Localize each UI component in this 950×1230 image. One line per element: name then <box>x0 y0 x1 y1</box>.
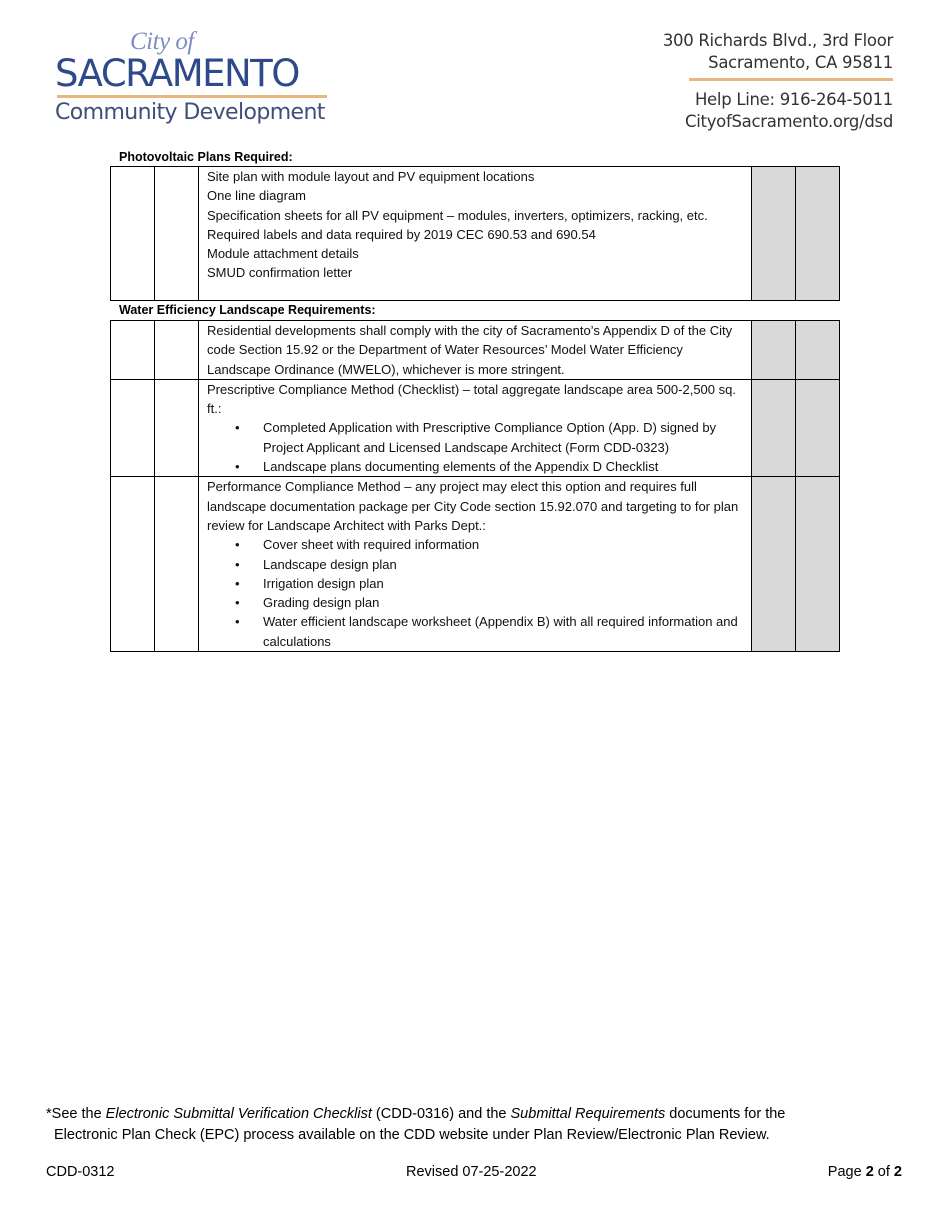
logo-city-of: City of <box>130 28 194 55</box>
page-number <box>828 1164 902 1180</box>
table-row <box>111 477 840 652</box>
revised-date: Revised 07-25-2022 <box>406 1164 537 1180</box>
list-item: SMUD confirmation letter <box>207 265 353 281</box>
checkbox-cell[interactable] <box>111 167 155 301</box>
city-logo <box>55 28 345 138</box>
checkbox-cell[interactable] <box>155 167 199 301</box>
footnote-line-2: Electronic Plan Check (EPC) process available on the CDD website under Plan Review/Electronic Plan Review. <box>54 1126 770 1143</box>
logo-divider <box>57 95 327 98</box>
form-number: CDD-0312 <box>46 1164 115 1180</box>
photovoltaic-table <box>110 166 840 301</box>
list-item: • Grading design plan <box>263 593 741 612</box>
checkbox-cell[interactable] <box>111 477 155 652</box>
page-total: 2 <box>893 1164 902 1180</box>
list-item: • Irrigation design plan <box>263 574 741 593</box>
address-line-2: Sacramento, CA 95811 <box>708 53 893 72</box>
requirement-text: Residential developments shall comply with the city of Sacramento’s Appendix D of the City code Section 15.92 or the Department of Water Resources’ Model Water Efficiency Landscape Ordinance (MWELO), whichever is more stringent. <box>199 321 752 380</box>
list-item: Specification sheets for all PV equipment – modules, inverters, optimizers, racking, etc. <box>207 207 708 223</box>
checkbox-cell[interactable] <box>155 379 199 476</box>
staff-check-cell <box>752 379 796 476</box>
page-label: Page <box>827 1164 866 1180</box>
requirement-heading: Prescriptive Compliance Method (Checklist) – total aggregate landscape area 500-2,500 sq. ft.: <box>207 381 736 417</box>
list-item: • Water efficient landscape worksheet (Appendix B) with all required information and calculations <box>263 612 741 651</box>
bullet-list <box>207 535 741 651</box>
page-of: of <box>873 1164 894 1180</box>
staff-check-cell <box>796 167 840 301</box>
requirement-text <box>199 477 752 652</box>
list-item: • Completed Application with Prescriptive Compliance Option (App. D) signed by Project Applicant and Licensed Landscape Architect (Form CDD-0323) <box>263 418 741 457</box>
staff-check-cell <box>796 321 840 380</box>
logo-city-name: SACRAMENTO <box>55 52 299 95</box>
list-item: Module attachment details <box>207 246 359 262</box>
checkbox-cell[interactable] <box>111 379 155 476</box>
help-line: Help Line: 916-264-5011 <box>694 90 893 109</box>
checkbox-cell[interactable] <box>111 321 155 380</box>
table-row <box>111 167 840 301</box>
page-current: 2 <box>865 1164 874 1180</box>
list-item: Site plan with module layout and PV equipment locations <box>207 169 535 184</box>
logo-department: Community Development <box>55 100 325 125</box>
list-item: Required labels and data required by 2019 CEC 690.53 and 690.54 <box>207 226 596 242</box>
requirement-heading: Performance Compliance Method – any project may elect this option and requires full landscape documentation package per City Code section 15.92.070 and targeting to for plan review for Landscape Architect with Parks Dept.: <box>207 479 739 533</box>
staff-check-cell <box>796 477 840 652</box>
footnote-suffix: documents for the <box>665 1106 786 1122</box>
list-item: • Landscape design plan <box>263 555 741 574</box>
requirement-text <box>199 167 752 301</box>
address-line-1: 300 Richards Blvd., 3rd Floor <box>662 31 893 50</box>
staff-check-cell <box>752 167 796 301</box>
footnote-mid: (CDD-0316) and the <box>371 1106 511 1122</box>
requirement-text <box>199 379 752 476</box>
list-item: • Landscape plans documenting elements of the Appendix D Checklist <box>263 457 741 476</box>
footnote-doc-submittal-requirements: Submittal Requirements <box>510 1106 666 1122</box>
staff-check-cell <box>752 477 796 652</box>
bullet-list <box>207 418 741 476</box>
section-title-photovoltaic: Photovoltaic Plans Required: <box>119 150 293 164</box>
section-title-water-efficiency: Water Efficiency Landscape Requirements: <box>119 303 376 317</box>
checkbox-cell[interactable] <box>155 321 199 380</box>
table-row <box>111 321 840 380</box>
staff-check-cell <box>752 321 796 380</box>
footnote-doc-verification-checklist: Electronic Submittal Verification Checklist <box>105 1106 372 1122</box>
footnote <box>46 1104 906 1145</box>
checkbox-cell[interactable] <box>155 477 199 652</box>
list-item: One line diagram <box>207 188 306 204</box>
contact-block <box>633 30 893 133</box>
water-efficiency-table <box>110 320 840 652</box>
table-row <box>111 379 840 476</box>
staff-check-cell <box>796 379 840 476</box>
website: CityofSacramento.org/dsd <box>685 112 893 131</box>
list-item: • Cover sheet with required information <box>263 535 741 554</box>
footnote-prefix: *See the <box>46 1106 106 1122</box>
contact-divider <box>689 78 893 81</box>
